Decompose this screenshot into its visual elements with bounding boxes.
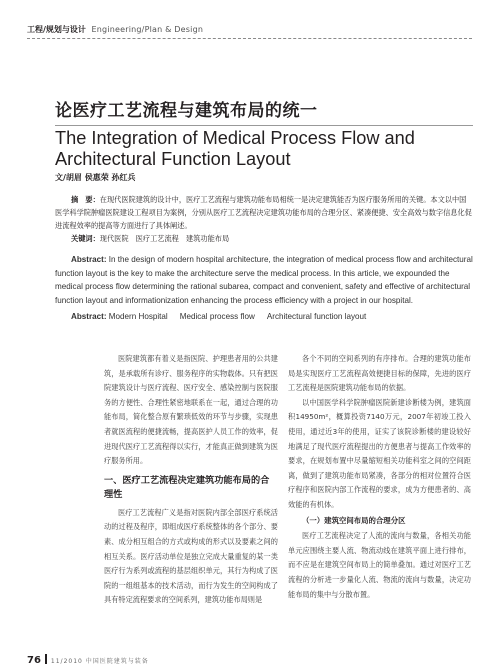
header-section-en: Engineering/Plan & Design: [91, 25, 204, 34]
section-heading-1: 一、医疗工艺流程决定建筑功能布局的合理性: [104, 474, 270, 500]
abstract-en-text: In the design of modern hospital architecture, the integration of medical process flow and architectural function layout is the key to make the architecture serve the medical process. In this article, we expounded the medical process flow determining the rational subarea, compact and convenient, safety and effective of architectural function layout and informationization enhancing the process efficiency with a project in our hospital.: [55, 255, 473, 305]
body-column-right: [288, 352, 471, 602]
abstract-en-paragraph: [55, 253, 473, 307]
abstract-en-label: Abstract:: [71, 255, 107, 264]
keywords-cn-text: 现代医院 医疗工艺流程 建筑功能布局: [99, 234, 230, 243]
abstract-cn-label: 摘 要：: [71, 195, 100, 204]
abstract-cn-text: 在现代医院建筑的设计中，医疗工艺流程与建筑功能布局相统一是决定建筑能否为医疗服务所用的关键。本文以中国医学科学院肿瘤医院建设工程项目为案例，分别从医疗工艺流程决定建筑功能布局的合理分区、紧凑便捷、安全高效与数字信息化促进流程效率的提高等方面进行了具体阐述。: [55, 195, 472, 230]
running-header: [27, 23, 472, 37]
subsection-heading-1: （一）建筑空间布局的合理分区: [302, 515, 406, 525]
header-section-cn: 工程/规划与设计: [27, 25, 86, 34]
abstract-en: [55, 253, 473, 324]
abstract-cn-paragraph: [55, 193, 473, 232]
journal-issue: 11/2010 中国医院建筑与装备: [50, 658, 149, 665]
page-footer: [27, 648, 149, 666]
keywords-cn-paragraph: [55, 232, 473, 245]
page-number: 76: [27, 655, 41, 666]
body-paragraph: 医院建筑都有着义是指医院、护理患者用的公共建筑，是承载所有诊疗、服务程序的实物载体。只有把医院建筑设计与医疗流程、医疗安全、感染控制与医院服务的方便性、合理性紧密地联系在一起，通过合理的功能布局，简化整合原有繁琐低效的环节与步骤，实现患者就医流程的便捷流畅，提高医护人员工作的效率，促进现代医疗工艺流程得以实行，才能真正做到建筑为医疗服务所用。: [104, 354, 278, 466]
abstract-cn: [55, 193, 473, 245]
keywords-en-paragraph: [55, 310, 473, 324]
header-rule: [27, 38, 472, 39]
body-paragraph: 以中国医学科学院肿瘤医院新建诊断楼为例，建筑面积14950m²，概算投资7140万元，2007年初竣工投入使用，通过近3年的使用，证实了该院诊断楼的建设较好地满足了现代医疗流程提出的方便患者与提高工作效率的要求，在规划布置中尽量缩短相关功能科室之间的空间距离，做到了建筑功能布局紧凑，各部分的相对位置符合医疗程序和医院内部工作流程的要求，成为方便患者的、高效能的有机体。: [288, 397, 471, 509]
keywords-cn-label: 关键词：: [71, 234, 100, 243]
keyword-en-2: Medical process flow: [179, 312, 255, 321]
body-paragraph: 医疗工艺流程决定了人流的流向与数量，各相关功能单元应围绕主要人流、物流动线在建筑平面上进行排布，而不应是在建筑空间布局上的简单叠加。通过对医疗工艺流程的分析进一步量化人流、物流的流向与数量，决定功能布局的集中与分散布置。: [288, 531, 471, 599]
author-line: 文/胡眉 侯惠荣 孙红兵: [55, 173, 136, 182]
article-title-en: The Integration of Medical Process Flow and Architectural Function Layout: [55, 128, 415, 169]
body-paragraph: 医疗工艺流程广义是指对医院内部全部医疗系统活动的过程及程序，即组成医疗系统整体的各个部分、要素、成分相互组合的方式或构成的形式以及要素之间的相互关系。医疗活动单位是独立完成大量重复的某一类医疗行为系列或流程的基层组织单元，其行为构成了医院的一组组基本的技术活动，而行为发生的空间构成了具有特定流程要求的空间系列，建筑功能布局则是: [104, 507, 278, 605]
footer-divider: [45, 654, 47, 664]
body-column-left: [104, 352, 278, 608]
article-title-cn: 论医疗工艺流程与建筑布局的统一: [55, 101, 318, 121]
title-rule: [55, 125, 473, 126]
body-paragraph: 各个不同的空间系列的有序排布。合理的建筑功能布局是实现医疗工艺流程高效便捷目标的保障，先进的医疗工艺流程是医院建筑功能布局的依据。: [288, 354, 471, 393]
keyword-en-3: Architectural function layout: [266, 312, 367, 321]
keyword-en-1: Modern Hospital: [108, 312, 168, 321]
keywords-en-label: Abstract:: [71, 312, 107, 321]
